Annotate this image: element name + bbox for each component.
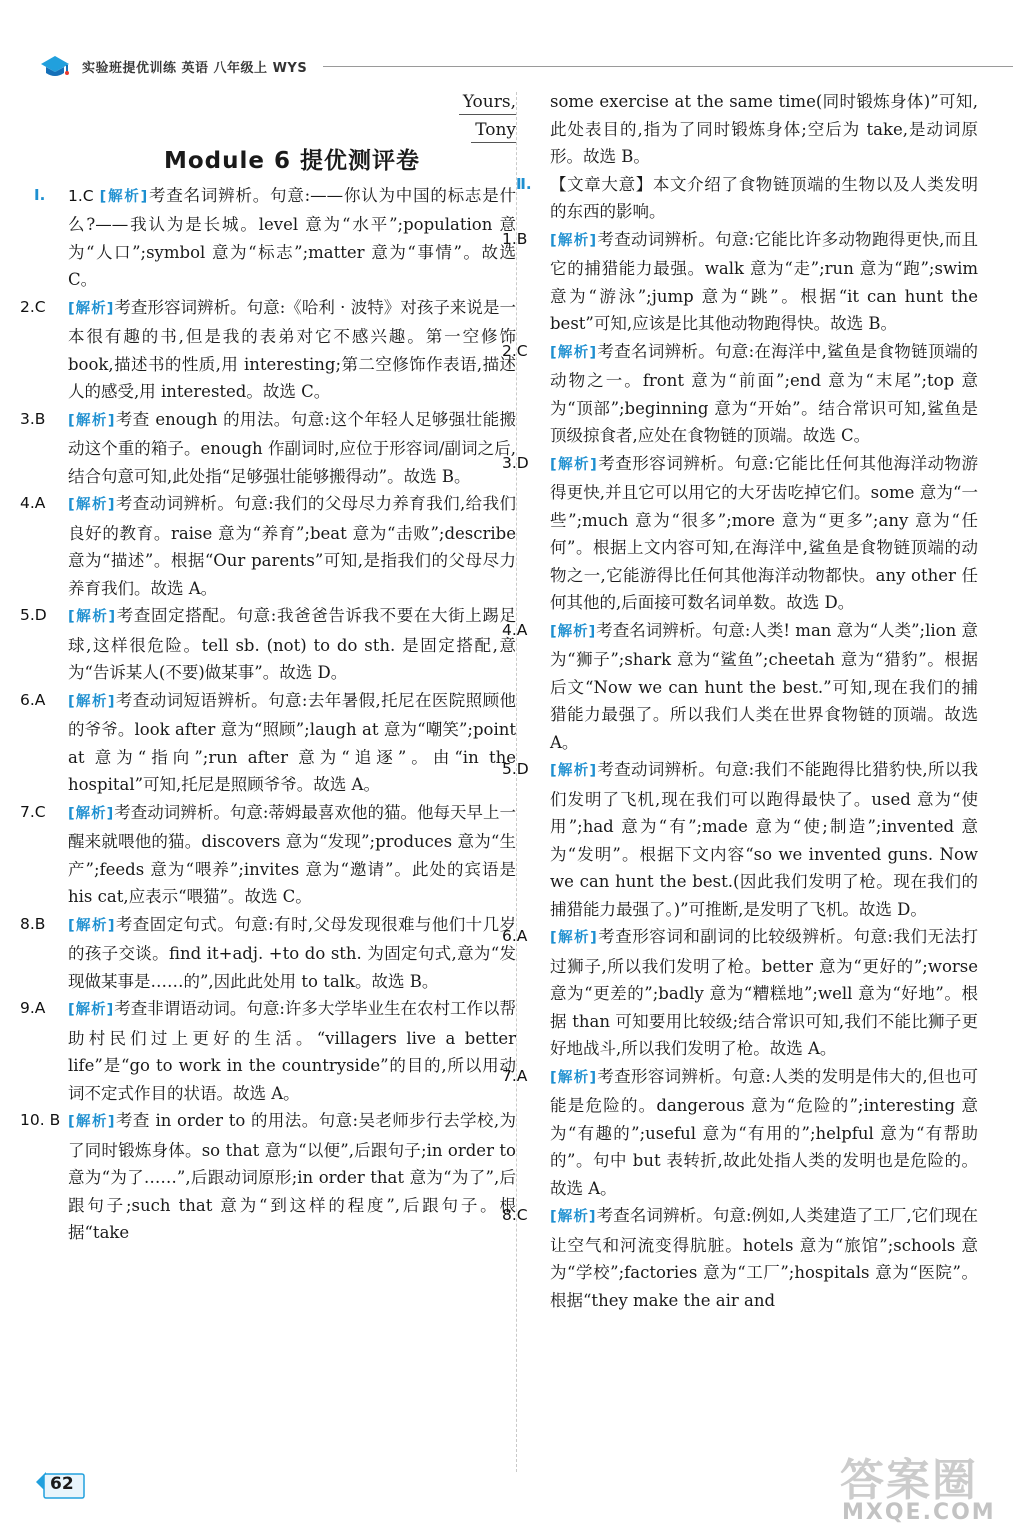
answer-number: 6.A: [20, 690, 46, 709]
answer-number: 2.C: [20, 297, 46, 316]
answer-text: 考查固定搭配。句意:我爸爸告诉我不要在大街上踢足球,这样很危险。tell sb. (not) to do sth. 是固定搭配,意为“告诉某人(不要)做某事”。故选 D。: [68, 606, 516, 682]
answer-text: 考查名词辨析。句意:人类! man 意为“人类”;lion 意为“狮子”;shark 意为“鲨鱼”;cheetah 意为“猎豹”。根据后文“Now we can hunt the best.”可知,现在我们的捕猎能力最强了。所以我们人类在世界食物链的顶端。故选 A。: [550, 620, 978, 752]
analysis-tag: [解析]: [68, 693, 116, 710]
answer-number: 6.A: [502, 927, 528, 945]
analysis-tag: [解析]: [550, 1069, 598, 1086]
answer-number: 3.B: [20, 409, 46, 428]
section-number: Ⅱ.: [516, 174, 532, 193]
answer-item: [34, 182, 516, 294]
answer-item: [20, 602, 516, 687]
answer-item: [20, 294, 516, 406]
answer-number: 9.A: [20, 999, 46, 1017]
analysis-tag: [解析]: [550, 232, 598, 249]
answer-text: 考查动词辨析。句意:我们的父母尽力养育我们,给我们良好的教育。raise 意为“养育”;beat 意为“击败”;describe 意为“描述”。根据“Our parents”可知,是指我们的父母尽力养育我们。故选 A。: [68, 494, 516, 598]
answer-text: 考查非谓语动词。句意:许多大学毕业生在农村工作以帮助村民们过上更好的生活。“villagers live a better life”是“go to work in the countryside”的目的,所以用动词不定式作目的状语。故选 A。: [68, 999, 516, 1103]
answer-text: 考查动词辨析。句意:我们不能跑得比猎豹快,所以我们发明了飞机,现在我们可以跑得最快了。used 意为“使用”;had 意为“有”;made 意为“使;制造”;invented 意为“发明”。根据下文内容“so we invented guns. Now we can hunt the best.(因此我们发明了枪。现在我们的捕猎能力最强了。)”可推断,是发明了飞机。故选 D。: [550, 760, 978, 919]
answer-text: 考查形容词和副词的比较级辨析。句意:我们无法打过狮子,所以我们发明了枪。better 意为“更好的”;worse 意为“更差的”;badly 意为“糟糕地”;well 意为“好地”。根据 than 可知要用比较级;结合常识可知,我们不能比狮子更好地战斗,所以我们发明了枪。故选 A。: [550, 927, 978, 1058]
analysis-tag: [解析]: [550, 930, 598, 946]
page-number: 62: [50, 1474, 74, 1494]
answer-number: 8.B: [20, 914, 46, 933]
answer-item: [20, 406, 516, 491]
analysis-tag: [解析]: [550, 1209, 597, 1225]
answer-text: some exercise at the same time(同时锻炼身体)”可知,此处表目的,指为了同时锻炼身体;空后为 take,是动词原形。故选 B。: [550, 92, 978, 166]
header-title: 实验班提优训练 英语 八年级上 WYS: [82, 61, 308, 76]
right-column: [502, 88, 978, 1314]
answer-item: [20, 995, 516, 1107]
answer-text: 考查名词辨析。句意:例如,人类建造了工厂,它们现在让空气和河流变得肮脏。hotels 意为“旅馆”;schools 意为“学校”;factories 意为“工厂”;hospitals 意为“医院”。根据“they make the air and: [550, 1206, 978, 1310]
answer-text: 考查动词短语辨析。句意:去年暑假,托尼在医院照顾他的爷爷。look after 意为“照顾”;laugh at 意为“嘲笑”;point at 意为“指向”;run after 意为“追逐”。由“in the hospital”可知,托尼是照顾爷爷。故选 A。: [68, 690, 516, 794]
answer-text: 考查形容词辨析。句意:《哈利 · 波特》对孩子来说是一本很有趣的书,但是我的表弟对它不感兴趣。第一空修饰 book,描述书的性质,用 interesting;第二空修饰作表语,描述人的感受,用 interested。故选 C。: [68, 297, 516, 401]
answer-number: 8.C: [502, 1206, 528, 1224]
answer-number: 1.B: [502, 229, 528, 248]
answer-text: 考查名词辨析。句意:在海洋中,鲨鱼是食物链顶端的动物之一。front 意为“前面”;end 意为“末尾”;top 意为“顶部”;beginning 意为“开始”。结合常识可知,鲨鱼是顶级掠食者,应处在食物链的顶端。故选 C。: [550, 341, 978, 445]
answer-item: [20, 911, 516, 996]
left-answer-list: [20, 182, 516, 1247]
answer-item: [20, 490, 516, 602]
answer-text: 考查形容词辨析。句意:它能比任何其他海洋动物游得更快,并且它可以用它的大牙齿吃掉它们。some 意为“一些”;much 意为“很多”;more 意为“更多”;any 意为“任何”。根据上文内容可知,在海洋中,鲨鱼是食物链顶端的动物之一,它能游得比任何其他海洋动物都快。any other 任何其他的,后面接可数名词单数。故选 D。: [550, 453, 978, 612]
answer-text: 考查动词辨析。句意:它能比许多动物跑得更快,而且它的捕猎能力最强。walk 意为“走”;run 意为“跑”;swim 意为“游泳”;jump 意为“跳”。根据“it can hunt the best”可知,应该是比其他动物跑得快。故选 B。: [550, 229, 978, 333]
right-answer-list: [502, 88, 978, 1314]
answer-number: 7.C: [20, 802, 46, 821]
answer-item: [20, 799, 516, 911]
answer-number: 4.A: [20, 494, 46, 512]
answer-item: [502, 756, 978, 923]
answer-item: [20, 1107, 516, 1247]
answer-item: [502, 1202, 978, 1314]
left-column: [20, 88, 516, 1247]
answer-number: 3.D: [502, 453, 529, 472]
section-number: Ⅰ.: [34, 185, 46, 204]
answer-text: 考查形容词辨析。句意:人类的发明是伟大的,但也可能是危险的。dangerous 意为“危险的”;interesting 意为“有趣的”;useful 意为“有用的”;helpful 意为“有帮助的”。句中 but 表转折,故此处指人类的发明也是危险的。故选 A。: [550, 1066, 978, 1198]
watermark-url: MXQE.COM: [842, 1500, 996, 1525]
analysis-tag: [解析]: [68, 412, 116, 429]
analysis-tag: [解析]: [550, 456, 598, 473]
analysis-tag: [解析]: [68, 1114, 116, 1130]
answer-number: 1.C: [68, 186, 94, 205]
page-header: [38, 50, 998, 80]
answer-text: 考查固定句式。句意:有时,父母发现很难与他们十几岁的孩子交谈。find it+adj. +to do sth. 为固定句式,意为“发现做某事是……的”,因此此处用 to talk。故选 B。: [68, 914, 516, 991]
answer-text: 考查 in order to 的用法。句意:吴老师步行去学校,为了同时锻炼身体。so that 意为“以便”,后跟句子;in order to 意为“为了……”,后跟动词原形;in order that 意为“为了”,后跟句子;such that 意为“到这样的程度”,后跟句子。根据“take: [68, 1111, 516, 1242]
analysis-tag: [解析]: [68, 300, 115, 317]
answer-number: 4.A: [502, 620, 528, 639]
analysis-tag: [解析]: [68, 805, 115, 822]
analysis-tag: [解析]: [68, 1002, 115, 1018]
answer-item: [20, 687, 516, 799]
analysis-tag: [解析]: [99, 188, 149, 205]
answer-number: 10. B: [20, 1111, 61, 1129]
answer-text: 考查动词辨析。句意:蒂姆最喜欢他的猫。他每天早上一醒来就喂他的猫。discovers 意为“发现”;produces 意为“生产”;feeds 意为“喂养”;invites 意为“邀请”。此处的宾语是 his cat,应表示“喂猫”。故选 C。: [68, 802, 516, 906]
signoff-name: Tony: [471, 118, 516, 143]
answer-item: [550, 88, 978, 171]
analysis-tag: [解析]: [68, 917, 116, 934]
analysis-tag: [解析]: [550, 763, 598, 779]
header-rule: [323, 66, 1013, 67]
answer-item: [502, 923, 978, 1063]
analysis-tag: [解析]: [550, 344, 598, 361]
answer-item: [516, 171, 978, 226]
answer-number: 7.A: [502, 1066, 528, 1085]
answer-text: 【文章大意】本文介绍了食物链顶端的生物以及人类发明的东西的影响。: [550, 174, 978, 221]
answer-item: [502, 450, 978, 617]
answer-text: 考查名词辨析。句意:——你认为中国的标志是什么?——我认为是长城。level 意为“水平”;population 意为“人口”;symbol 意为“标志”;matter 意为“事情”。故选 C。: [68, 185, 516, 289]
watermark-logo: 答案圈: [840, 1455, 978, 1506]
book-logo-icon: [38, 50, 72, 80]
answer-number: 5.D: [20, 606, 47, 624]
analysis-tag: [解析]: [68, 609, 117, 625]
answer-number: 2.C: [502, 341, 528, 360]
answer-item: [502, 226, 978, 338]
letter-signoff: [68, 88, 516, 144]
analysis-tag: [解析]: [550, 623, 597, 640]
module-title: Module 6 提优测评卷: [163, 148, 421, 174]
answer-item: [502, 1063, 978, 1203]
answer-text: 考查 enough 的用法。句意:这个年轻人足够强壮能搬动这个重的箱子。enough 作副词时,应位于形容词/副词之后,结合句意可知,此处指“足够强壮能够搬得动”。故选 B。: [68, 409, 516, 486]
signoff-yours: Yours,: [459, 90, 516, 115]
answer-item: [502, 617, 978, 757]
answer-number: 5.D: [502, 760, 529, 778]
analysis-tag: [解析]: [68, 497, 116, 513]
answer-item: [502, 338, 978, 450]
